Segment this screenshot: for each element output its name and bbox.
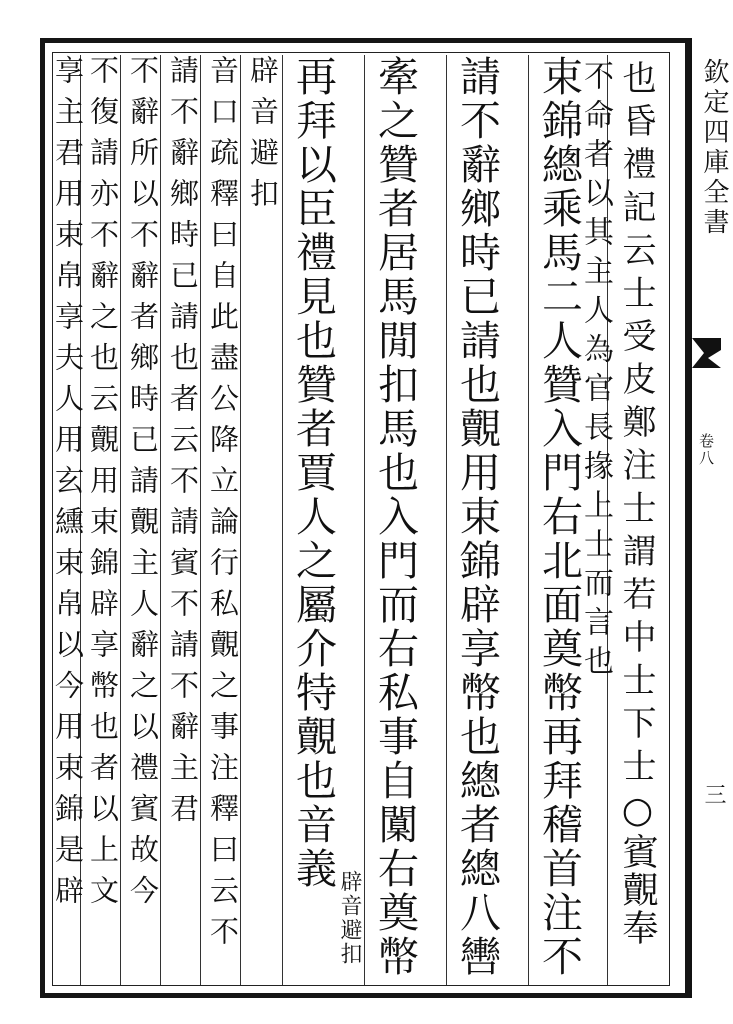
column-divider (446, 55, 447, 985)
text-column-11: 不復請亦不辭之也云覿用束錦辟享幣也者以上文 (86, 55, 120, 916)
text-column-9: 請不辭鄉時已請也者云不請賓不請不辭主君 (166, 55, 200, 834)
text-column-1: 也昏禮記云士受皮鄭注士謂若中士下士 (616, 60, 656, 791)
spine-title: 欽定四庫全書 (699, 58, 729, 238)
text-column-1b: 不命者以其主人為官長掾上士而言也 (578, 60, 613, 684)
text-column-8: 音口疏釋曰自此盡公降立論行私覿之事注釋曰云不 (206, 55, 240, 957)
text-column-3: ○賓覿奉 (617, 790, 658, 947)
spine-line (690, 38, 692, 998)
page-spine (690, 38, 729, 998)
spine-volume: 卷八 (697, 433, 715, 467)
text-column-10: 不辭所以不辭者鄉時已請覿主人辭之以禮賓故今 (126, 55, 160, 916)
column-divider (364, 55, 365, 985)
text-column-6b: 辟音避扣 (337, 870, 362, 966)
text-column-5: 牽之贊者居馬閒扣馬也入門而右私事自闑右奠幣 (371, 55, 419, 979)
text-column-7: 辟音避扣 (246, 55, 280, 219)
text-column-2: 束錦總乘馬二人贊入門右北面奠幣再拜稽首注不 (535, 55, 583, 979)
text-column-6: 再拜以臣禮見也贊者賈人之屬介特覿也音義 (289, 55, 337, 891)
text-column-4: 請不辭鄉時已請也覿用束錦辟享幣也總者總八轡 (453, 55, 501, 979)
text-column-12: 享主君用束帛享夫人用玄纁束帛以今用束錦是辟 (51, 55, 85, 916)
fish-tail-mark-icon (690, 336, 723, 370)
spine-page-number: 三 (701, 783, 726, 805)
column-divider (528, 55, 529, 985)
